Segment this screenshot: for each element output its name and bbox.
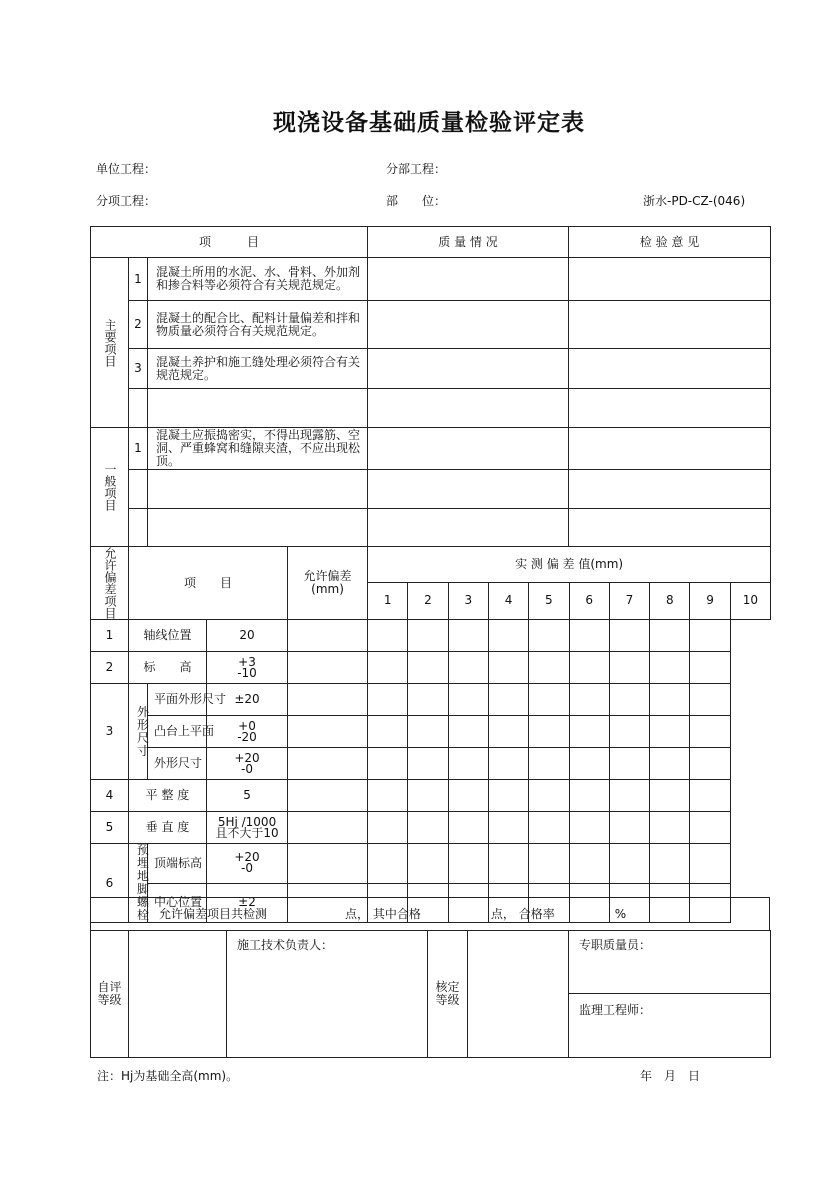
measured-cell[interactable]	[609, 620, 649, 652]
measured-col-header: 3	[448, 582, 488, 619]
measured-cell[interactable]	[690, 652, 730, 684]
measured-cell[interactable]	[529, 684, 569, 716]
self-grade-cell[interactable]	[129, 931, 227, 1058]
deviation-item-header: 项 目	[129, 547, 288, 620]
measured-cell[interactable]	[569, 812, 609, 844]
measured-cell[interactable]	[368, 684, 408, 716]
measured-cell[interactable]	[650, 716, 690, 748]
item-name: 中心位置	[148, 883, 207, 923]
measured-cell[interactable]	[690, 812, 730, 844]
header-item: 项 目	[91, 227, 368, 258]
measured-cell[interactable]	[690, 844, 730, 884]
measured-cell[interactable]	[448, 684, 488, 716]
measured-col-header: 2	[408, 582, 448, 619]
location-label: 部 位：	[386, 194, 447, 208]
main-item-text: 混凝土养护和施工缝处理必须符合有关规范规定。	[148, 349, 368, 389]
summary-text: 允许偏差项目共检测	[159, 906, 268, 921]
table-row	[91, 684, 771, 716]
item-name: 平面外形尺寸	[148, 684, 207, 716]
measured-cell[interactable]	[408, 716, 448, 748]
measured-cell[interactable]	[569, 652, 609, 684]
measured-cell[interactable]	[650, 780, 690, 812]
summary-text: 点，	[345, 906, 370, 921]
measured-cell[interactable]	[690, 716, 730, 748]
item-name: 顶端标高	[148, 844, 207, 884]
measured-col-header: 6	[569, 582, 609, 619]
quality-cell[interactable]	[368, 428, 569, 470]
measured-cell[interactable]	[569, 716, 609, 748]
row-no: 3	[129, 349, 148, 389]
measured-cell[interactable]	[529, 620, 569, 652]
inspection-table	[90, 226, 771, 547]
measured-cell[interactable]	[368, 844, 408, 884]
unit-project-label: 单位工程：	[96, 162, 157, 176]
table-row	[91, 716, 771, 748]
opinion-cell[interactable]	[569, 509, 771, 547]
measured-cell[interactable]	[529, 780, 569, 812]
measured-cell[interactable]	[408, 812, 448, 844]
empty-cell[interactable]	[148, 470, 368, 509]
summary-text: %	[614, 906, 627, 921]
main-item-text: 混凝土所用的水泥、水、骨料、外加剂和掺合料等必须符合有关规范规定。	[148, 258, 368, 301]
measured-cell[interactable]	[368, 652, 408, 684]
summary-text: 其中合格	[372, 906, 421, 921]
measured-col-header: 8	[650, 582, 690, 619]
row-no: 5	[91, 812, 129, 844]
measured-cell[interactable]	[288, 652, 368, 684]
table-row	[91, 812, 771, 844]
measured-cell[interactable]	[650, 684, 690, 716]
measured-cell[interactable]	[368, 780, 408, 812]
row-no: 6	[91, 844, 129, 923]
measured-cell[interactable]	[488, 684, 528, 716]
measured-cell[interactable]	[650, 812, 690, 844]
opinion-cell[interactable]	[569, 470, 771, 509]
measured-cell[interactable]	[529, 748, 569, 780]
general-items-label: 一般项目	[103, 463, 117, 511]
empty-cell[interactable]	[148, 509, 368, 547]
measured-cell[interactable]	[408, 844, 448, 884]
item-name: 平 整 度	[129, 780, 207, 812]
row-no: 1	[129, 428, 148, 470]
row-no: 2	[129, 301, 148, 349]
qc-label: 专职质量员：	[569, 931, 771, 994]
verify-grade-cell[interactable]	[468, 931, 569, 1058]
measured-col-header: 4	[488, 582, 528, 619]
measured-cell[interactable]	[368, 748, 408, 780]
verify-grade-label: 核定等级	[428, 931, 468, 1058]
division-project-label: 分部工程：	[386, 162, 447, 176]
allow-value: 5	[207, 780, 288, 812]
measured-cell[interactable]	[448, 812, 488, 844]
deviation-label: 允许偏差项目	[103, 547, 117, 619]
measured-cell[interactable]	[288, 620, 368, 652]
measured-cell[interactable]	[569, 620, 609, 652]
measured-cell[interactable]	[408, 748, 448, 780]
opinion-cell[interactable]	[569, 349, 771, 389]
measured-cell[interactable]	[488, 812, 528, 844]
quality-cell[interactable]	[368, 301, 569, 349]
quality-cell[interactable]	[368, 258, 569, 301]
measured-cell[interactable]	[408, 652, 448, 684]
table-row	[91, 748, 771, 780]
row-no: 1	[91, 620, 129, 652]
measured-cell[interactable]	[488, 652, 528, 684]
measured-cell[interactable]	[569, 780, 609, 812]
opinion-cell[interactable]	[569, 258, 771, 301]
measured-cell[interactable]	[288, 780, 368, 812]
measured-cell[interactable]	[488, 748, 528, 780]
summary-text: 合格率	[518, 906, 555, 921]
allow-value: ±2	[207, 883, 288, 923]
measured-cell[interactable]	[569, 748, 609, 780]
quality-cell[interactable]	[368, 509, 569, 547]
supervisor-label: 监理工程师：	[569, 994, 771, 1058]
table-row	[91, 780, 771, 812]
quality-cell[interactable]	[368, 389, 569, 428]
measured-cell[interactable]	[408, 620, 448, 652]
deviation-table	[90, 546, 771, 923]
table-row	[91, 620, 771, 652]
allow-value: +3 -10	[207, 652, 288, 684]
measured-cell[interactable]	[609, 748, 649, 780]
measured-cell[interactable]	[368, 620, 408, 652]
measured-cell[interactable]	[529, 812, 569, 844]
measured-cell[interactable]	[529, 844, 569, 884]
measured-cell[interactable]	[650, 652, 690, 684]
item-name: 标 高	[129, 652, 207, 684]
date-label: 年 月 日	[640, 1069, 701, 1083]
measured-cell[interactable]	[288, 812, 368, 844]
header-quality: 质 量 情 况	[368, 227, 569, 258]
measured-cell[interactable]	[448, 620, 488, 652]
summary-text: 点，	[490, 906, 515, 921]
signoff-table	[90, 930, 771, 1058]
row-no: 3	[91, 684, 129, 780]
measured-cell[interactable]	[650, 748, 690, 780]
row-no: 1	[129, 258, 148, 301]
quality-cell[interactable]	[368, 470, 569, 509]
measured-col-header: 1	[368, 582, 408, 619]
measured-cell[interactable]	[529, 716, 569, 748]
measured-cell[interactable]	[650, 844, 690, 884]
measured-cell[interactable]	[488, 844, 528, 884]
form-code: 浙水-PD-CZ-(046)	[643, 194, 746, 208]
allow-value: 20	[207, 620, 288, 652]
measured-cell[interactable]	[448, 652, 488, 684]
measured-cell[interactable]	[690, 748, 730, 780]
item-name: 凸台上平面	[148, 716, 207, 748]
allow-value: +20 -0	[207, 844, 288, 884]
measured-cell[interactable]	[609, 812, 649, 844]
item-name: 外形尺寸	[148, 748, 207, 780]
measured-cell[interactable]	[288, 684, 368, 716]
self-grade-label: 自评等级	[91, 931, 129, 1058]
measured-cell[interactable]	[288, 844, 368, 884]
group-name: 外形尺寸	[129, 684, 148, 780]
measured-cell[interactable]	[650, 620, 690, 652]
main-item-text: 混凝土的配合比、配料计量偏差和拌和物质量必须符合有关规范规定。	[148, 301, 368, 349]
measured-cell[interactable]	[288, 748, 368, 780]
measured-cell[interactable]	[690, 684, 730, 716]
sub-project-label: 分项工程：	[96, 194, 157, 208]
quality-cell[interactable]	[368, 349, 569, 389]
opinion-cell[interactable]	[569, 428, 771, 470]
measured-cell[interactable]	[488, 620, 528, 652]
measured-cell[interactable]	[609, 684, 649, 716]
allow-header: 允许偏差(mm)	[288, 547, 368, 620]
measured-cell[interactable]	[288, 716, 368, 748]
measured-cell[interactable]	[408, 780, 448, 812]
general-item-text: 混凝土应振捣密实，不得出现露筋、空洞、严重蜂窝和缝隙夹渣，不应出现松顶。	[148, 428, 368, 470]
measured-col-header: 9	[690, 582, 730, 619]
measured-cell[interactable]	[448, 844, 488, 884]
measured-cell[interactable]	[569, 844, 609, 884]
measured-cell[interactable]	[569, 684, 609, 716]
allow-value: 5Hj /1000 且不大于10	[207, 812, 288, 844]
measured-cell[interactable]	[609, 716, 649, 748]
group-name: 预埋地脚螺栓	[129, 844, 148, 923]
measured-col-header: 10	[730, 582, 770, 619]
measured-col-header: 5	[529, 582, 569, 619]
item-name: 垂 直 度	[129, 812, 207, 844]
measured-cell[interactable]	[408, 684, 448, 716]
measured-cell[interactable]	[529, 652, 569, 684]
opinion-cell[interactable]	[569, 301, 771, 349]
note: 注：Hj为基础全高(mm)。	[97, 1069, 239, 1083]
measured-cell[interactable]	[488, 716, 528, 748]
measured-cell[interactable]	[690, 780, 730, 812]
measured-cell[interactable]	[488, 780, 528, 812]
allow-value: ±20	[207, 684, 288, 716]
measured-cell[interactable]	[448, 748, 488, 780]
measured-cell[interactable]	[448, 780, 488, 812]
measured-cell[interactable]	[690, 620, 730, 652]
row-no: 2	[91, 652, 129, 684]
item-name: 轴线位置	[129, 620, 207, 652]
measured-cell[interactable]	[448, 716, 488, 748]
row-no: 4	[91, 780, 129, 812]
summary-table	[90, 897, 770, 931]
allow-value: +0 -20	[207, 716, 288, 748]
measured-cell[interactable]	[368, 812, 408, 844]
table-row	[91, 844, 771, 884]
table-row	[91, 652, 771, 684]
measured-cell[interactable]	[609, 844, 649, 884]
opinion-cell[interactable]	[569, 389, 771, 428]
measured-col-header: 7	[609, 582, 649, 619]
tech-lead-label: 施工技术负责人：	[227, 931, 428, 1058]
main-items-label: 主要项目	[103, 318, 117, 367]
page-title: 现浇设备基础质量检验评定表	[273, 110, 585, 136]
measured-cell[interactable]	[609, 780, 649, 812]
measured-cell[interactable]	[368, 716, 408, 748]
measured-cell[interactable]	[609, 652, 649, 684]
empty-cell[interactable]	[148, 389, 368, 428]
summary-row	[91, 898, 770, 931]
header-opinion: 检 验 意 见	[569, 227, 771, 258]
measured-header: 实 测 偏 差 值(mm)	[368, 547, 771, 583]
allow-value: +20 -0	[207, 748, 288, 780]
